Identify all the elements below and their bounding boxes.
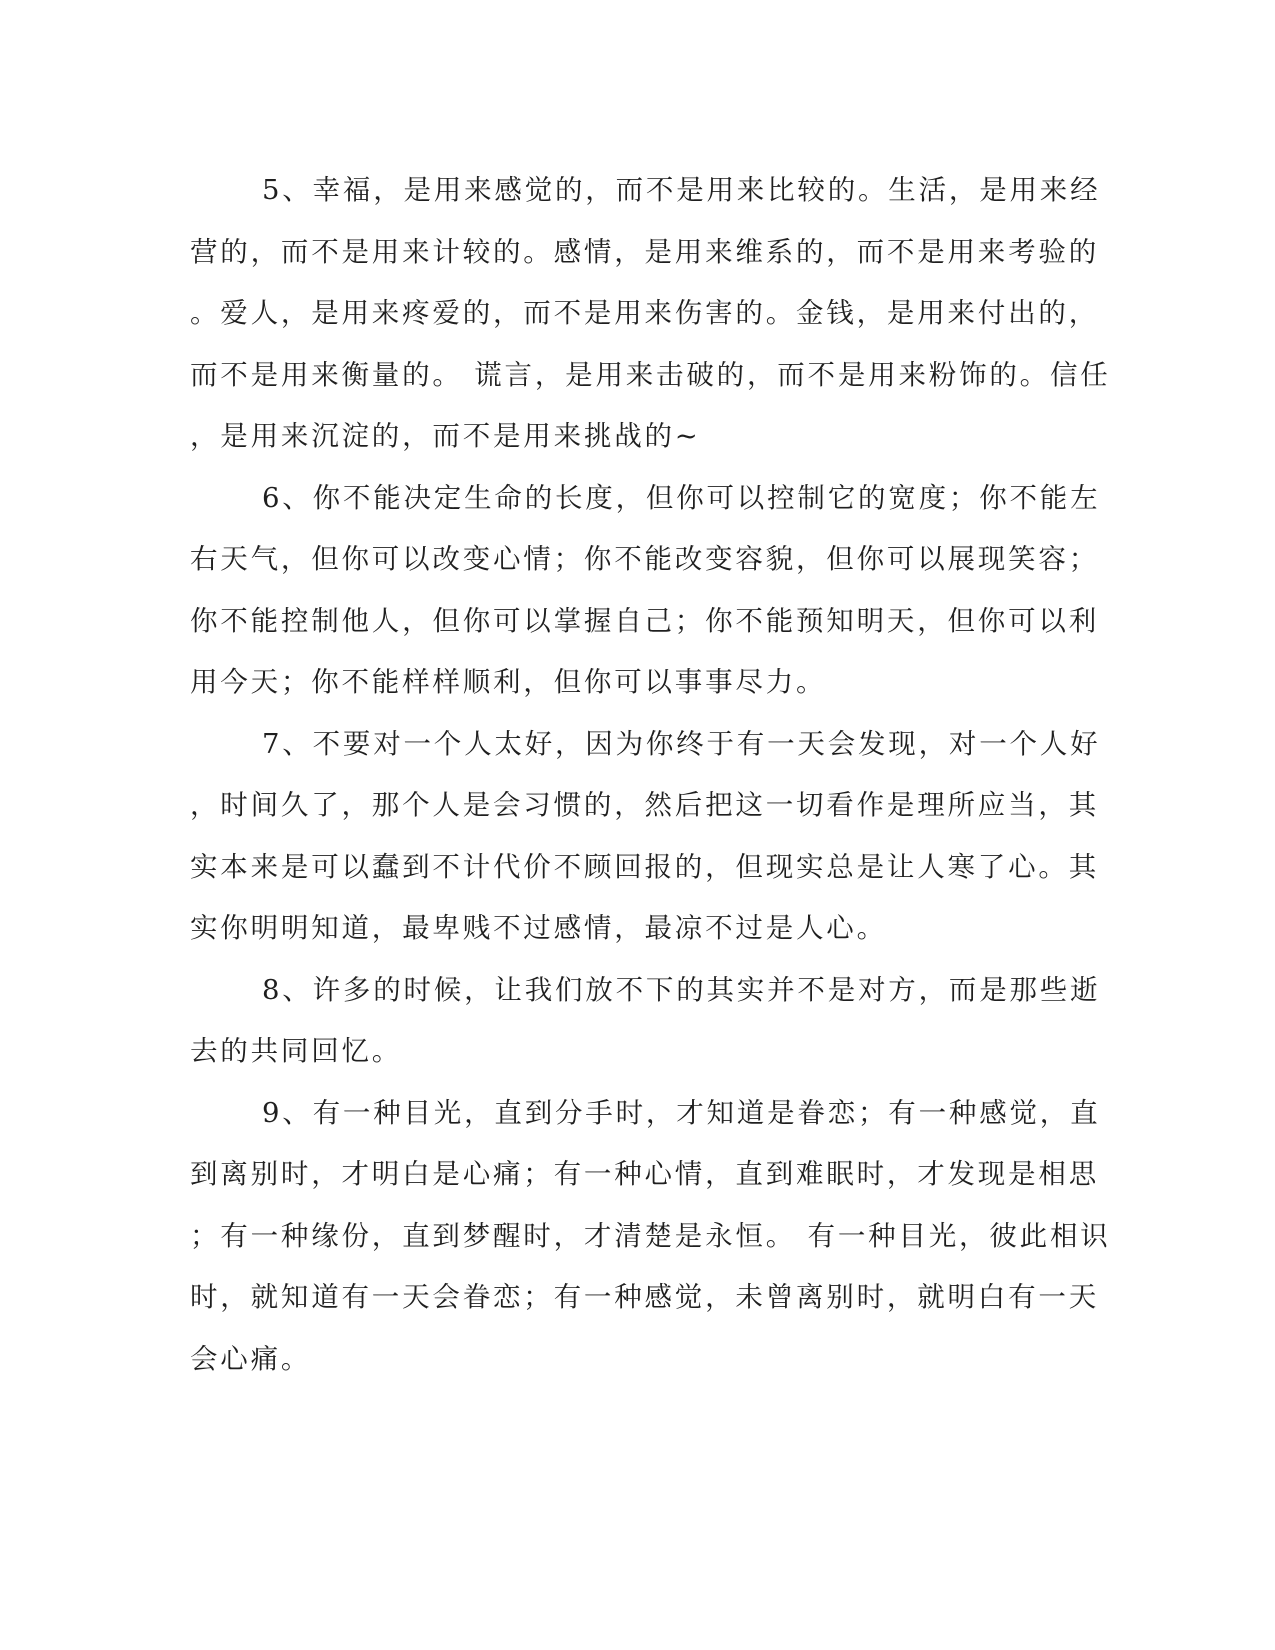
paragraph-7: [190, 714, 1101, 960]
paragraph-line: 会心痛。: [190, 1342, 312, 1375]
paragraph-line: ；有一种缘份，直到梦醒时，才清楚是永恒。 有一种目光，彼此相识: [190, 1219, 1111, 1252]
paragraph-line: 8、许多的时候，让我们放不下的其实并不是对方，而是那些逝: [262, 973, 1101, 1006]
paragraph-line: 用今天；你不能样样顺利，但你可以事事尽力。: [190, 666, 827, 698]
document-body: [190, 160, 1111, 1390]
paragraph-line: 7、不要对一个人太好，因为你终于有一天会发现，对一个人好: [262, 727, 1101, 760]
paragraph-9: [190, 1083, 1111, 1391]
paragraph-line: 到离别时，才明白是心痛；有一种心情，直到难眠时，才发现是相思: [190, 1158, 1099, 1190]
paragraph-line: 右天气，但你可以改变心情；你不能改变容貌，但你可以展现笑容；: [190, 543, 1099, 575]
paragraph-6: [190, 468, 1101, 714]
paragraph-line: 实你明明知道，最卑贱不过感情，最凉不过是人心。: [190, 912, 887, 944]
paragraph-line: 9、有一种目光，直到分手时，才知道是眷恋；有一种感觉，直: [262, 1096, 1101, 1129]
paragraph-line: 。爱人，是用来疼爱的，而不是用来伤害的。金钱，是用来付出的，: [190, 297, 1099, 329]
paragraph-line: 去的共同回忆。: [190, 1035, 403, 1067]
paragraph-line: 6、你不能决定生命的长度，但你可以控制它的宽度；你不能左: [262, 481, 1101, 514]
paragraph-line: 时，就知道有一天会眷恋；有一种感觉，未曾离别时，就明白有一天: [190, 1281, 1099, 1313]
paragraph-8: [190, 960, 1101, 1083]
paragraph-line: 而不是用来衡量的。 谎言，是用来击破的，而不是用来粉饰的。信任: [190, 358, 1111, 391]
paragraph-line: ，是用来沉淀的，而不是用来挑战的~: [190, 420, 701, 452]
paragraph-line: 营的，而不是用来计较的。感情，是用来维系的，而不是用来考验的: [190, 235, 1099, 268]
paragraph-line: 实本来是可以蠢到不计代价不顾回报的，但现实总是让人寒了心。其: [190, 850, 1099, 883]
paragraph-line: ，时间久了，那个人是会习惯的，然后把这一切看作是理所应当，其: [190, 789, 1099, 821]
paragraph-5: [190, 160, 1111, 468]
paragraph-line: 5、幸福，是用来感觉的，而不是用来比较的。生活，是用来经: [262, 174, 1101, 206]
paragraph-line: 你不能控制他人，但你可以掌握自己；你不能预知明天，但你可以利: [190, 604, 1099, 637]
